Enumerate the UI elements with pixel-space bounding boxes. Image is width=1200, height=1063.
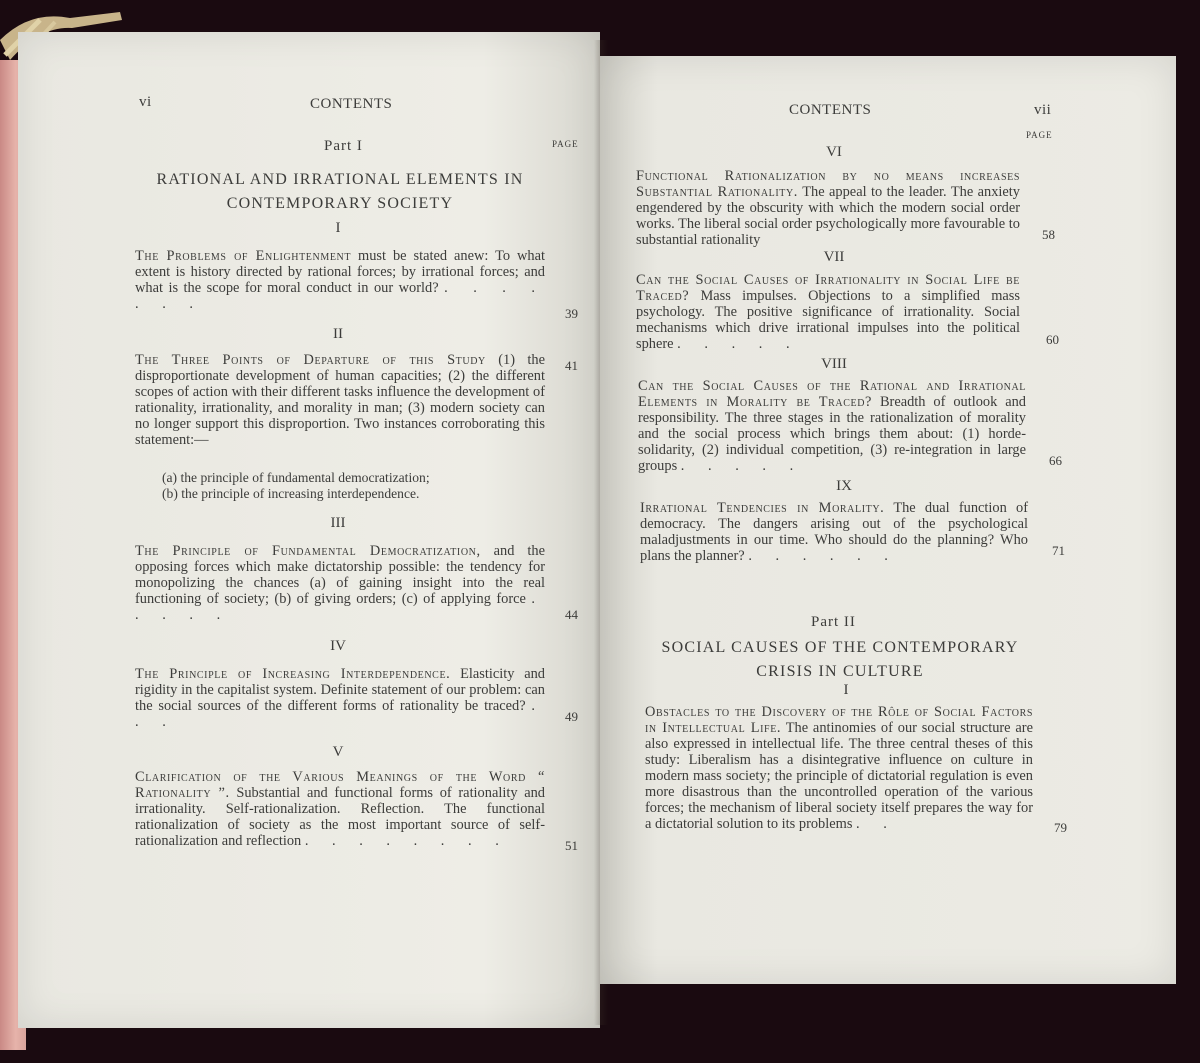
leader-dots: . . . . . xyxy=(680,458,804,474)
left-page-column-label: PAGE xyxy=(552,139,579,149)
entry-title: Irrational Tendencies in Morality. xyxy=(640,500,885,516)
toc-entry[interactable] xyxy=(135,248,545,312)
part-i-title-line-1: RATIONAL AND IRRATIONAL ELEMENTS IN xyxy=(156,171,524,188)
section-roman: I xyxy=(843,682,849,698)
entry-text: The dual function of democracy. The dangers arising out of the psychological maladjustments in our time. Who should do the planning? Who plans the planner? xyxy=(640,500,1029,564)
section-roman: I xyxy=(335,220,341,236)
toc-entry[interactable] xyxy=(640,500,1028,564)
right-folio: vii xyxy=(1034,102,1052,118)
section-roman: V xyxy=(332,744,344,760)
toc-entry[interactable] xyxy=(636,272,1020,352)
entry-title: The Principle of Increasing Interdependence. xyxy=(135,666,451,682)
page-number: 41 xyxy=(565,358,578,373)
part-i-heading: Part I xyxy=(324,138,363,154)
leader-dots: . . xyxy=(856,816,897,832)
entry-text: Mass impulses. Objections to a simplified mass psychology. The positive significance of irrationality. Social mechanisms which drive irrational impulses into the political sphere xyxy=(636,288,1020,352)
page-number: 49 xyxy=(565,709,578,724)
entry-title: Obstacles to the Discovery of the Rôle of Social Factors in Intellectual Life. xyxy=(645,704,1033,736)
entry-title: Functional Rationalization by no means increases Substantial Rationality. xyxy=(636,168,1020,200)
section-roman: IV xyxy=(330,638,346,654)
right-running-heading: CONTENTS xyxy=(789,102,872,118)
entry-title: The Principle of Fundamental Democratization, xyxy=(135,543,481,559)
page-number: 71 xyxy=(1052,543,1065,558)
toc-entry[interactable] xyxy=(135,352,545,448)
right-page xyxy=(600,56,1176,984)
left-page xyxy=(18,32,600,1028)
part-ii-title-line-2: CRISIS IN CULTURE xyxy=(756,663,924,680)
sub-item-a: (a) the principle of fundamental democratization; xyxy=(162,470,430,485)
left-folio: vi xyxy=(139,94,152,110)
page-number: 66 xyxy=(1049,453,1062,468)
section-roman: VII xyxy=(823,249,845,265)
toc-entry[interactable] xyxy=(135,543,545,623)
leader-dots: . . . . . xyxy=(135,591,545,623)
leader-dots: . . . . . . . . xyxy=(304,833,509,849)
toc-entry[interactable] xyxy=(135,666,545,730)
entry-text: Substantial and functional forms of rationality and irrationality. Self-rationalization. Reflection. The functional rationalization of society as the most important source of self-rationalization and reflection xyxy=(135,785,545,849)
section-roman: VI xyxy=(826,144,842,160)
part-ii-title-line-1: SOCIAL CAUSES OF THE CONTEMPORARY xyxy=(661,639,1019,656)
page-number: 51 xyxy=(565,838,578,853)
page-number: 79 xyxy=(1054,820,1067,835)
entry-title: The Three Points of Departure of this Study xyxy=(135,352,486,368)
entry-text: Elasticity and rigidity in the capitalist system. Definite statement of our problem: can the social sources of the different forms of rationality be traced? xyxy=(135,666,545,714)
section-roman: II xyxy=(333,326,343,342)
right-page-column-label: PAGE xyxy=(1026,130,1053,140)
entry-text: must be stated anew: To what extent is history directed by rational forces; by irrational forces; and what is the scope for moral conduct in our world? xyxy=(135,248,545,296)
entry-text: The antinomies of our social structure are also expressed in intellectual life. The three central theses of this study: Liberalism has a disintegrative influence on culture in modern mass society; the principle of dictatorial regulation is even more disastrous than the uncontrolled operation of the various forces; the mechanism of liberal society itself prepares the way for a dictatorial solution to its problems xyxy=(645,720,1033,832)
leader-dots: . . . xyxy=(135,698,545,730)
entry-text: (1) the disproportionate development of human capacities; (2) the different scopes of action with their different tasks influence the development of rationality, irrationality, and morality in man; (3) modern society can no longer support this disproportion. Two instances corroborating this statement:— xyxy=(135,352,545,448)
leader-dots: . . . . . . . xyxy=(135,280,545,312)
leader-dots: . . . . . xyxy=(677,336,800,352)
entry-text: Breadth of outlook and responsibility. The three stages in the rationalization of morality and the social process which brings them about: (1) horde-solidarity, (2) individual competition, (3) re-integration in large groups xyxy=(638,394,1026,474)
section-roman: III xyxy=(330,515,346,531)
left-running-heading: CONTENTS xyxy=(310,96,393,112)
entry-text: and the opposing forces which make dictatorship possible: the tendency for monopolizing the chances (a) of gaining insight into the real functioning of society; (b) of giving orders; (c) of applying force xyxy=(135,543,545,607)
toc-entry[interactable] xyxy=(135,769,545,849)
page-number: 58 xyxy=(1042,227,1055,242)
toc-entry[interactable] xyxy=(638,378,1026,474)
section-roman: IX xyxy=(836,478,852,494)
entry-title: The Problems of Enlightenment xyxy=(135,248,352,264)
toc-entry[interactable] xyxy=(636,168,1020,248)
page-number: 44 xyxy=(565,607,578,622)
sub-item-b: (b) the principle of increasing interdependence. xyxy=(162,486,420,501)
page-number: 39 xyxy=(565,306,578,321)
section-roman: VIII xyxy=(821,356,847,372)
page-number: 60 xyxy=(1046,332,1059,347)
entry-title: Can the Social Causes of the Rational and Irrational Elements in Morality be Traced? xyxy=(638,378,1026,410)
leader-dots: . . . . . . xyxy=(748,548,898,564)
part-i-title-line-2: CONTEMPORARY SOCIETY xyxy=(226,195,454,212)
toc-entry[interactable] xyxy=(645,704,1033,832)
entry-title: Clarification of the Various Meanings of the Word “ Rationality ”. xyxy=(135,769,545,801)
part-ii-heading: Part II xyxy=(811,614,856,630)
entry-text: The appeal to the leader. The anxiety engendered by the obscurity with which the modern social order works. The liberal social order psychologically more favourable to substantial rationality xyxy=(636,184,1021,248)
entry-title: Can the Social Causes of Irrationality in Social Life be Traced? xyxy=(636,272,1020,304)
